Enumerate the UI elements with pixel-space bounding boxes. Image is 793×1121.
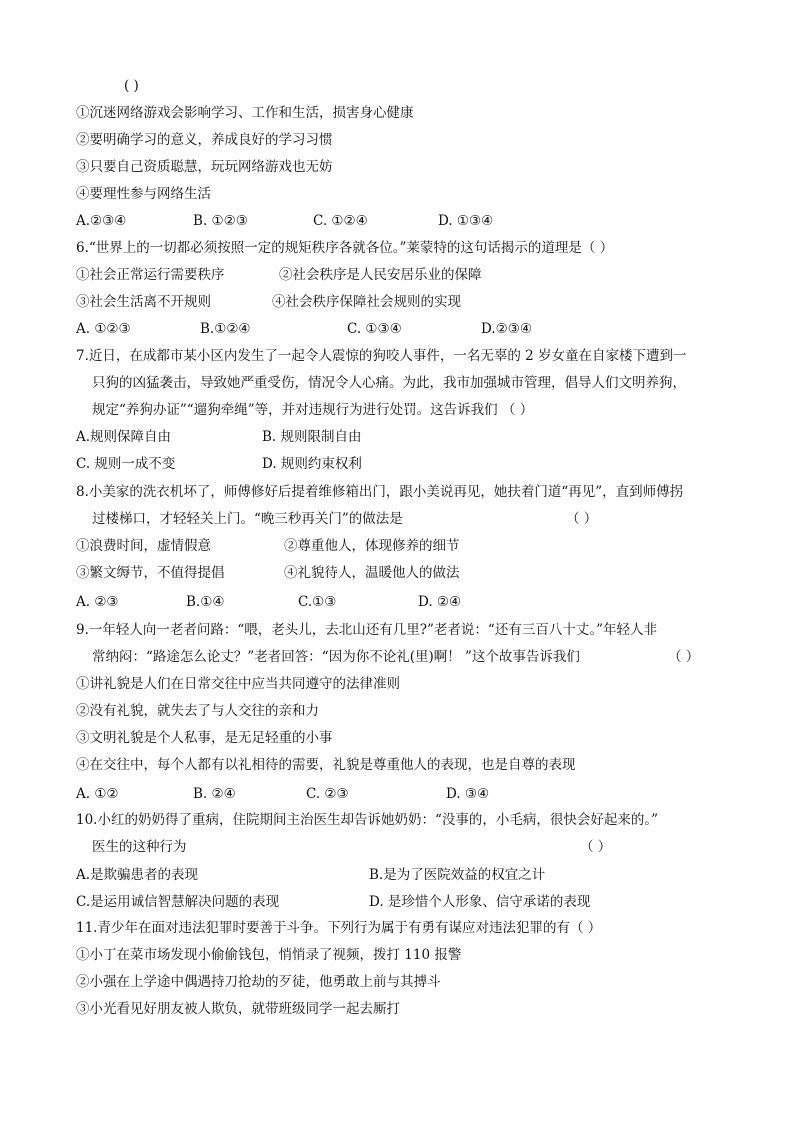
text-line: 11.青少年在面对违法犯罪时要善于斗争。下列行为属于有勇有谋应对违法犯罪的有（ ） [76,920,602,936]
text-segment: 过楼梯口，才轻轻关上门。“晚三秒再关门”的做法是 [92,511,403,527]
text-segment: （ ） [580,839,612,855]
text-line: ③只要自己资质聪慧，玩玩网络游戏也无妨 [76,159,333,175]
text-segment: C.是运用诚信智慧解决问题的表现 [76,894,280,910]
text-segment: D. 是珍惜个人形象、信守承诺的表现 [369,894,591,910]
text-segment: ④社会秩序保障社会规则的实现 [272,294,461,310]
text-segment: D.②③④ [481,321,532,337]
text-segment: C. 规则一成不变 [76,456,176,472]
text-line: 9.一年轻人向一老者问路：“喂，老头儿，去北山还有几里?”老者说：“还有三百八十丈。”年轻人非 [76,622,657,638]
text-segment: C.①③ [298,594,337,610]
text-line: 7.近日，在成都市某小区内发生了一起令人震惊的狗咬人事件，一名无辜的 2 岁女童在自家楼下遭到一 [76,348,687,364]
text-segment: D. ①③④ [438,213,494,229]
text-segment: ①社会正常运行需要秩序 [76,267,225,283]
text-segment: D. ②④ [418,594,462,610]
text-segment: B.是为了医院效益的权宜之计 [369,867,546,883]
text-segment: （ ） [566,511,598,527]
text-segment: ①浪费时间，虚情假意 [76,538,211,554]
text-segment: 常纳闷：“路途怎么论丈？”老者回答：“因为你不论礼(里)啊！ ”这个故事告诉我们 [92,649,580,665]
text-segment: A.规则保障自由 [76,429,172,445]
text-segment: B.①②④ [200,321,251,337]
text-segment: ③社会生活离不开规则 [76,294,211,310]
text-segment: B. 规则限制自由 [262,429,362,445]
text-segment: D. ③④ [446,786,490,802]
text-line: ( ) [124,78,139,94]
text-segment: （ ） [668,649,700,665]
text-line: ②没有礼貌，就失去了与人交往的亲和力 [76,703,319,719]
text-segment: D. 规则约束权利 [262,456,362,472]
text-segment: A. ①② [76,786,119,802]
text-line: ①讲礼貌是人们在日常交往中应当共同遵守的法律准则 [76,676,400,692]
text-segment: A. ②③ [76,594,119,610]
text-segment: B. ①②③ [193,213,248,229]
text-line: ①小丁在菜市场发现小偷偷钱包，悄悄录了视频，拨打 110 报警 [76,947,462,963]
text-segment: A.是欺骗患者的表现 [76,867,199,883]
text-line: 10.小红的奶奶得了重病，住院期间主治医生却告诉她奶奶：“没事的，小毛病，很快会好起来的。” [76,812,659,828]
text-segment: B.①④ [186,594,225,610]
text-line: ①沉迷网络游戏会影响学习、工作和生活，损害身心健康 [76,105,414,121]
text-line: 规定“养狗办证”“遛狗牵绳”等，并对违规行为进行处罚。这告诉我们 （ ） [92,402,534,418]
text-segment: ③繁文缛节，不值得提倡 [76,565,225,581]
text-segment: ②社会秩序是人民安居乐业的保障 [279,267,482,283]
text-line: ③文明礼貌是个人私事，是无足轻重的小事 [76,730,333,746]
text-line: 6.“世界上的一切都必须按照一定的规矩秩序各就各位。”莱蒙特的这句话揭示的道理是（ ） [76,240,614,256]
text-line: 8.小美家的洗衣机坏了，师傅修好后提着维修箱出门，跟小美说再见，她扶着门道“再见”，直到师傅拐 [76,484,684,500]
text-line: ④在交往中，每个人都有以礼相待的需要，礼貌是尊重他人的表现，也是自尊的表现 [76,757,576,773]
text-segment: C. ①③④ [347,321,402,337]
text-segment: B. ②④ [193,786,236,802]
text-segment: A. ①②③ [76,321,131,337]
text-segment: ②尊重他人，体现修养的细节 [284,538,460,554]
text-segment: 医生的这种行为 [92,839,187,855]
text-segment: C. ①②④ [313,213,368,229]
text-line: ③小光看见好朋友被人欺负，就带班级同学一起去厮打 [76,1001,400,1017]
text-line: 只狗的凶猛袭击，导致她严重受伤，情况令人心痛。为此，我市加强城市管理，倡导人们文明养狗， [92,375,686,391]
text-segment: A.②③④ [76,213,127,229]
text-segment: C. ②③ [306,786,349,802]
text-line: ②要明确学习的意义，养成良好的学习习惯 [76,132,333,148]
text-line: ②小强在上学途中偶遇持刀抢劫的歹徒，他勇敢上前与其搏斗 [76,974,441,990]
text-segment: ④礼貌待人，温暖他人的做法 [284,565,460,581]
text-line: ④要理性参与网络生活 [76,186,211,202]
